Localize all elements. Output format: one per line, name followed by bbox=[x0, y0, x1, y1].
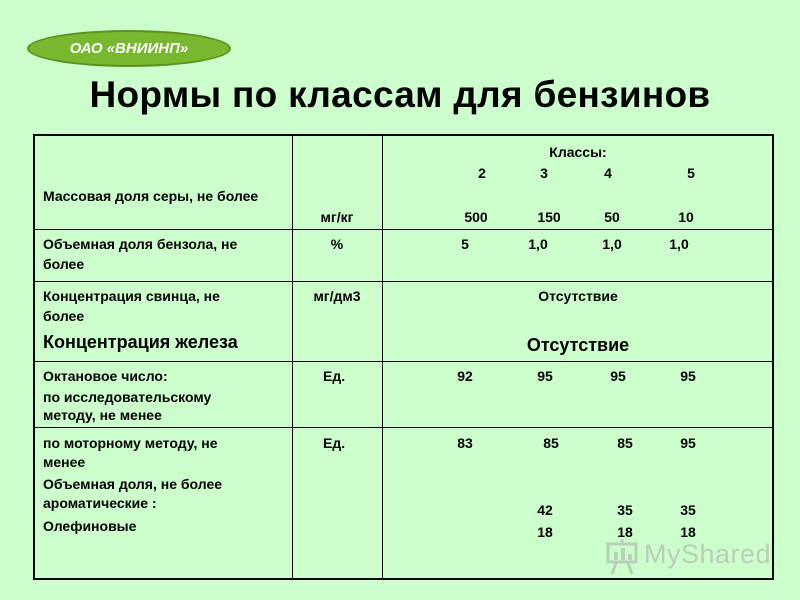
page-title: Нормы по классам для бензинов bbox=[89, 74, 711, 115]
lead-iron-unit: мг/дм3 bbox=[313, 288, 361, 304]
classes-header: Классы: bbox=[549, 144, 607, 160]
olefins-value: 18 bbox=[537, 524, 553, 540]
olefins-value: 18 bbox=[680, 524, 696, 540]
sulfur-value: 10 bbox=[678, 209, 694, 225]
octane-motor-value: 85 bbox=[543, 435, 559, 451]
benzene-label-line1: Объемная доля бензола, не bbox=[43, 236, 238, 252]
row-divider bbox=[35, 281, 772, 282]
benzene-unit: % bbox=[330, 236, 344, 252]
octane-research-value: 95 bbox=[680, 368, 696, 384]
company-badge bbox=[27, 30, 231, 67]
octane-motor-value: 95 bbox=[680, 435, 696, 451]
sulfur-label: Массовая доля серы, не более bbox=[43, 188, 259, 204]
octane-research-value: 95 bbox=[537, 368, 553, 384]
class-number: 3 bbox=[540, 165, 548, 181]
octane-label-line1: Октановое число: bbox=[43, 368, 168, 384]
sulfur-unit: мг/кг bbox=[320, 209, 354, 225]
octane-motor-label-line1: по моторному методу, не bbox=[43, 435, 218, 451]
octane-motor-label-line2: менее bbox=[43, 454, 86, 470]
benzene-value: 5 bbox=[461, 236, 469, 252]
watermark bbox=[604, 536, 774, 576]
benzene-label-line2: более bbox=[43, 256, 85, 272]
norms-table bbox=[33, 134, 774, 580]
octane-research-label-line2: по исследовательскому bbox=[43, 389, 212, 405]
olefins-label: Олефиновые bbox=[43, 518, 137, 534]
row-divider bbox=[35, 361, 772, 362]
class-number: 5 bbox=[687, 165, 695, 181]
benzene-value: 1,0 bbox=[602, 236, 622, 252]
sulfur-value: 50 bbox=[604, 209, 620, 225]
aromatics-value: 42 bbox=[537, 502, 553, 518]
lead-label-line2: более bbox=[43, 308, 85, 324]
octane-motor-value: 83 bbox=[457, 435, 473, 451]
iron-value: Отсутствие bbox=[526, 335, 630, 355]
octane-research-value: 95 bbox=[610, 368, 626, 384]
row-divider bbox=[35, 229, 772, 230]
column-divider bbox=[382, 136, 383, 578]
lead-label-line1: Концентрация свинца, не bbox=[43, 288, 220, 304]
column-divider bbox=[292, 136, 293, 578]
octane-motor-value: 85 bbox=[617, 435, 633, 451]
iron-label: Концентрация железа bbox=[43, 332, 238, 352]
sulfur-value: 500 bbox=[464, 209, 488, 225]
presentation-board-icon bbox=[604, 536, 642, 576]
aromatics-value: 35 bbox=[617, 502, 633, 518]
sulfur-value: 150 bbox=[537, 209, 561, 225]
benzene-value: 1,0 bbox=[669, 236, 689, 252]
aromatics-label-line1: Объемная доля, не более bbox=[43, 476, 223, 492]
class-number: 4 bbox=[604, 165, 612, 181]
class-number: 2 bbox=[478, 165, 486, 181]
company-badge-label: ОАО «ВНИИНП» bbox=[69, 40, 189, 57]
aromatics-label-line2: ароматические : bbox=[43, 495, 157, 511]
octane-research-value: 92 bbox=[457, 368, 473, 384]
benzene-value: 1,0 bbox=[528, 236, 548, 252]
watermark-text: MyShared bbox=[644, 539, 772, 569]
octane-motor-unit: Ед. bbox=[323, 435, 346, 451]
row-divider bbox=[35, 427, 772, 428]
lead-value: Отсутствие bbox=[538, 288, 618, 304]
octane-research-label-line3: методу, не менее bbox=[43, 407, 162, 423]
octane-research-unit: Ед. bbox=[323, 368, 346, 384]
aromatics-value: 35 bbox=[680, 502, 696, 518]
olefins-value: 18 bbox=[617, 524, 633, 540]
